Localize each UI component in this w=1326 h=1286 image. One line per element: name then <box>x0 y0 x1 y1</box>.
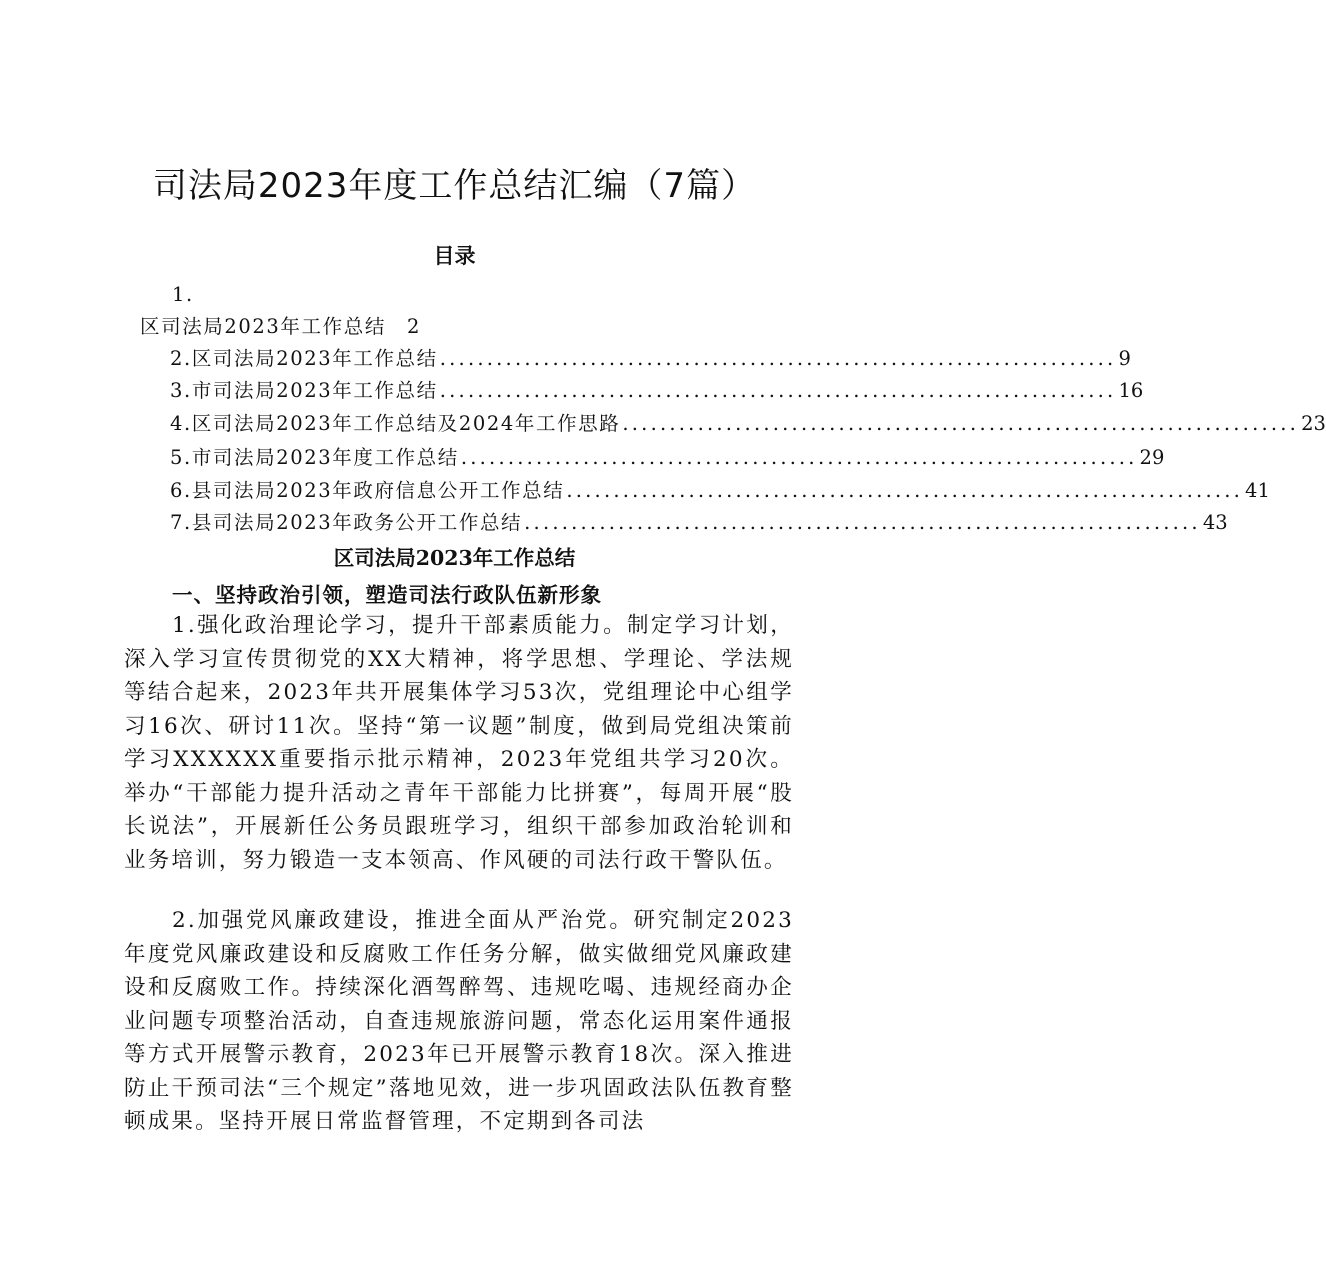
toc-entry-number: 2. <box>170 347 192 370</box>
toc-leader-dots: ........................................................................ <box>439 379 1117 402</box>
toc-entry-number: 3. <box>170 379 192 402</box>
toc-first-number: 1. <box>172 283 194 306</box>
section-subtitle: 一、坚持政治引领，塑造司法行政队伍新形象 <box>172 583 602 607</box>
toc-entry-title: 县司法局2023年政务公开工作总结 <box>191 511 523 534</box>
toc-entry-page: 43 <box>1202 511 1228 534</box>
toc-leader-dots: ........................................................................ <box>566 479 1244 502</box>
toc-entry <box>170 411 1326 437</box>
toc-entry <box>170 378 1144 404</box>
toc-entry-number: 7. <box>170 511 192 534</box>
toc-leader-dots: ........................................................................ <box>439 347 1117 370</box>
toc-entry-number: 6. <box>170 479 192 502</box>
toc-entry-title: 市司法局2023年工作总结 <box>191 379 438 402</box>
document-title: 司法局2023年度工作总结汇编（7篇） <box>152 166 757 206</box>
toc-entry <box>170 510 1228 536</box>
toc-entry-title: 区司法局2023年工作总结 <box>191 347 438 370</box>
toc-heading: 目录 <box>433 243 476 268</box>
body-paragraph: 2.加强党风廉政建设，推进全面从严治党。研究制定2023年度党风廉政建设和反腐败工作任务分解，做实做细党风廉政建设和反腐败工作。持续深化酒驾醉驾、违规吃喝、违规经商办企业问题专项整治活动，自查违规旅游问题，常态化运用案件通报等方式开展警示教育，2023年已开展警示教育18次。深入推进防止干预司法“三个规定”落地见效，进一步巩固政法队伍教育整顿成果。坚持开展日常监督管理，不定期到各司法 <box>124 908 794 1134</box>
toc-entry-title: 区司法局2023年工作总结及2024年工作思路 <box>191 412 621 435</box>
toc-entry-title: 市司法局2023年度工作总结 <box>191 446 459 469</box>
toc-entry-page: 23 <box>1301 412 1326 435</box>
toc-leader-dots: ........................................................................ <box>460 446 1138 469</box>
toc-entry-number: 4. <box>170 412 192 435</box>
toc-entry-page: 41 <box>1245 479 1270 502</box>
toc-leader-dots: ........................................................................ <box>622 412 1300 435</box>
toc-leader-dots: ........................................................................ <box>524 511 1201 534</box>
body-paragraph: 1.强化政治理论学习，提升干部素质能力。制定学习计划，深入学习宣传贯彻党的XX大精神，将学思想、学理论、学法规等结合起来，2023年共开展集体学习53次，党组理论中心组学习16次、研讨11次。坚持“第一议题”制度，做到局党组决策前学习XXXXXX重要指示批示精神，2023年党组共学习20次。举办“干部能力提升活动之青年干部能力比拼赛”，每周开展“股长说法”，开展新任公务员跟班学习，组织干部参加政治轮训和业务培训，努力锻造一支本领高、作风硬的司法行政干警队伍。 <box>124 613 794 873</box>
toc-entry-page: 29 <box>1139 446 1165 469</box>
toc-entry-page: 9 <box>1118 347 1131 370</box>
toc-entry-number: 5. <box>170 446 192 469</box>
toc-entry <box>170 478 1270 504</box>
toc-entry <box>170 346 1131 372</box>
toc-first-entry: 区司法局2023年工作总结 2 <box>140 315 422 338</box>
toc-entry <box>170 445 1165 471</box>
toc-entry-page: 16 <box>1118 379 1144 402</box>
section-title: 区司法局2023年工作总结 <box>333 546 576 570</box>
toc-entry-title: 县司法局2023年政府信息公开工作总结 <box>191 479 565 502</box>
